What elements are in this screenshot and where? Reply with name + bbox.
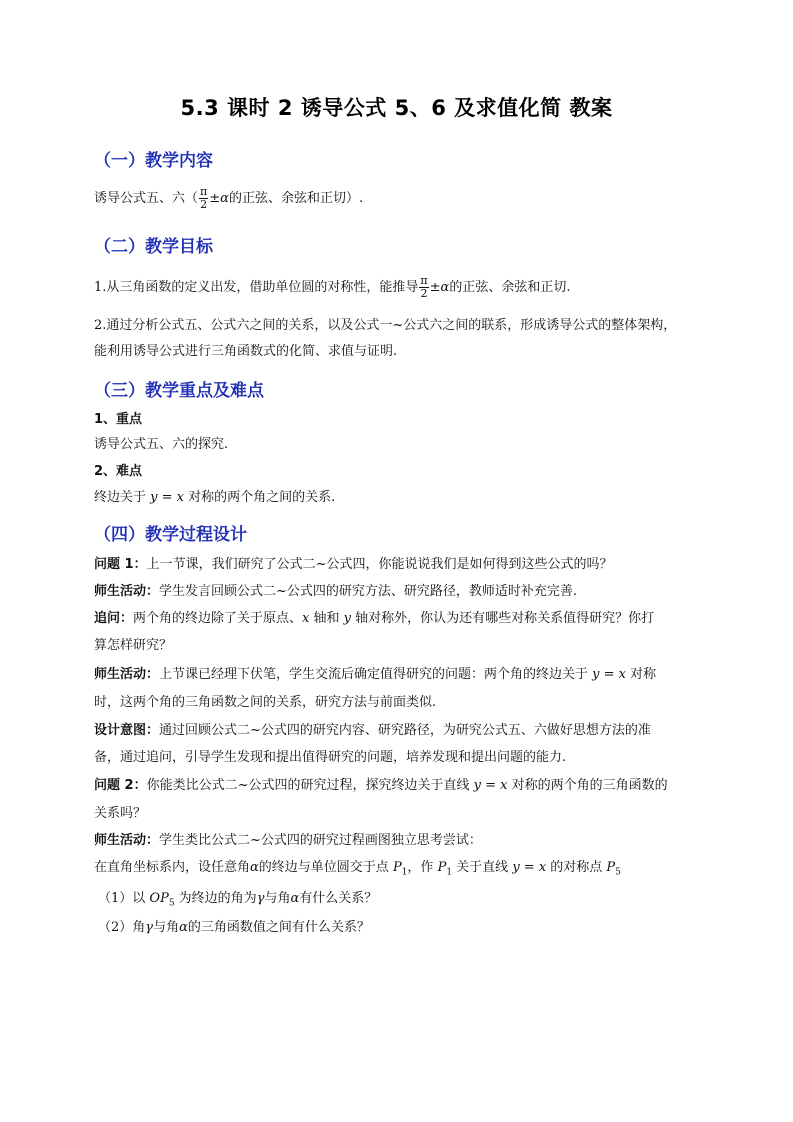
fraction-numerator: π bbox=[420, 274, 428, 287]
text-run: 学生发言回顾公式二~公式四的研究方法、研究路径，教师适时补充完善. bbox=[159, 584, 578, 599]
text-run: 在直角坐标系内，设任意角 bbox=[94, 860, 251, 875]
question-2-line-2: 关系吗？ bbox=[94, 806, 147, 821]
follow-up-line-2: 算怎样研究？ bbox=[94, 638, 173, 653]
subscript: 5 bbox=[168, 898, 175, 909]
content-line bbox=[94, 186, 363, 211]
alpha-symbol: α bbox=[290, 891, 300, 906]
fraction-denominator: 2 bbox=[200, 198, 208, 211]
question-label: 问题 1： bbox=[94, 557, 147, 572]
activity-1 bbox=[94, 582, 577, 602]
page-title: 5.3 课时 2 诱导公式 5、6 及求值化简 教案 bbox=[180, 96, 613, 120]
subscript: 1 bbox=[446, 867, 453, 878]
fraction-denominator: 2 bbox=[420, 287, 428, 300]
subscript: 5 bbox=[615, 867, 621, 878]
text-run: 的对称点 bbox=[546, 860, 607, 875]
objective-2-line-2: 能利用诱导公式进行三角函数式的化简、求值与证明. bbox=[94, 344, 398, 359]
text-run: 的正弦、余弦和正切）. bbox=[228, 191, 364, 206]
point-p: P bbox=[392, 860, 402, 875]
activity-3 bbox=[94, 831, 482, 851]
activity-2 bbox=[94, 665, 656, 685]
design-intent bbox=[94, 721, 651, 741]
point-p: P bbox=[437, 860, 447, 875]
activity-label: 师生活动： bbox=[94, 667, 160, 682]
text-run: 与角 bbox=[153, 920, 180, 935]
fraction-numerator: π bbox=[200, 185, 208, 198]
point-p: P bbox=[606, 860, 616, 875]
text-run: （1）以 bbox=[98, 891, 150, 906]
text-run: 为终边的角为 bbox=[174, 891, 257, 906]
equation-y-equals-x: y = x bbox=[150, 490, 184, 505]
difficulty-text bbox=[94, 488, 335, 508]
equation-y-equals-x: y = x bbox=[512, 860, 547, 875]
text-run: 两个角的终边除了关于原点、 bbox=[133, 611, 303, 626]
question-label: 问题 2： bbox=[94, 778, 147, 793]
text-run: 对称的两个角之间的关系. bbox=[183, 490, 336, 505]
equation-y-equals-x: y = x bbox=[592, 667, 626, 682]
subscript: 1 bbox=[401, 867, 408, 878]
alpha-symbol: α bbox=[179, 920, 188, 935]
objective-2-line-1: 2.通过分析公式五、公式六之间的关系，以及公式一~公式六之间的联系，形成诱导公式的整体架构， bbox=[94, 318, 677, 333]
alpha-symbol: α bbox=[220, 191, 229, 206]
var-y: y bbox=[343, 611, 351, 626]
fraction-pi-over-2 bbox=[199, 186, 208, 211]
text-run: 对称 bbox=[626, 667, 657, 682]
alpha-symbol: α bbox=[250, 860, 259, 875]
var-x: x bbox=[302, 611, 310, 626]
text-run: 学生类比公式二~公式四的研究过程画图独立思考尝试： bbox=[159, 833, 482, 848]
text-run: 1.从三角函数的定义出发，借助单位圆的对称性，能推导 bbox=[94, 280, 419, 295]
alpha-symbol: α bbox=[440, 280, 450, 295]
text-run: 你能类比公式二~公式四的研究过程，探究终边关于直线 bbox=[146, 778, 474, 793]
design-intent-label: 设计意图： bbox=[94, 723, 160, 738]
text-run: 关于直线 bbox=[452, 860, 513, 875]
text-run: 的终边与单位圆交于点 bbox=[258, 860, 393, 875]
text-run: （2）角 bbox=[98, 920, 146, 935]
section-heading-content: （一）教学内容 bbox=[94, 151, 213, 171]
question-1 bbox=[94, 555, 612, 575]
text-run: 诱导公式五、六（ bbox=[94, 191, 199, 206]
key-point-label: 1、重点 bbox=[94, 412, 143, 427]
text-run: 与角 bbox=[264, 891, 291, 906]
follow-up-question bbox=[94, 609, 654, 629]
setup-paragraph bbox=[94, 858, 621, 883]
section-heading-objectives: （二）教学目标 bbox=[94, 237, 213, 257]
activity-2-line-2: 时，这两个角的三角函数之间的关系，研究方法与前面类似. bbox=[94, 695, 437, 710]
text-run: 的三角函数值之间有什么关系？ bbox=[187, 920, 370, 935]
plus-minus-sign: ± bbox=[209, 191, 221, 206]
segment-op: OP bbox=[149, 891, 169, 906]
gamma-symbol: γ bbox=[256, 891, 265, 906]
text-run: 有什么关系？ bbox=[299, 891, 378, 906]
section-heading-process: （四）教学过程设计 bbox=[94, 525, 247, 545]
text-run: ，作 bbox=[407, 860, 438, 875]
objective-1 bbox=[94, 275, 570, 300]
text-run: 上节课已经理下伏笔，学生交流后确定值得研究的问题：两个角的终边关于 bbox=[159, 667, 593, 682]
text-run: 通过回顾公式二~公式四的研究内容、研究路径，为研究公式五、六做好思想方法的准 bbox=[159, 723, 651, 738]
text-run: 轴对称外，你认为还有哪些对称关系值得研究？你打 bbox=[351, 611, 655, 626]
activity-label: 师生活动： bbox=[94, 833, 160, 848]
text-run: 终边关于 bbox=[94, 490, 151, 505]
key-point-text: 诱导公式五、六的探究. bbox=[94, 437, 229, 452]
fraction-pi-over-2 bbox=[419, 275, 428, 300]
text-run: 轴和 bbox=[309, 611, 344, 626]
sub-question-2 bbox=[98, 918, 370, 938]
question-2 bbox=[94, 776, 668, 796]
sub-question-1 bbox=[98, 889, 377, 914]
text-run: 上一节课，我们研究了公式二~公式四，你能说说我们是如何得到这些公式的吗？ bbox=[146, 557, 613, 572]
section-heading-key-points: （三）教学重点及难点 bbox=[94, 381, 264, 401]
design-intent-line-2: 备，通过追问，引导学生发现和提出值得研究的问题，培养发现和提出问题的能力. bbox=[94, 750, 567, 765]
difficulty-label: 2、难点 bbox=[94, 464, 143, 479]
activity-label: 师生活动： bbox=[94, 584, 160, 599]
plus-minus-sign: ± bbox=[429, 280, 441, 295]
text-run: 的正弦、余弦和正切. bbox=[449, 280, 571, 295]
follow-up-label: 追问： bbox=[94, 611, 134, 626]
text-run: 对称的两个角的三角函数的 bbox=[507, 778, 668, 793]
equation-y-equals-x: y = x bbox=[473, 778, 508, 793]
gamma-symbol: γ bbox=[145, 920, 154, 935]
